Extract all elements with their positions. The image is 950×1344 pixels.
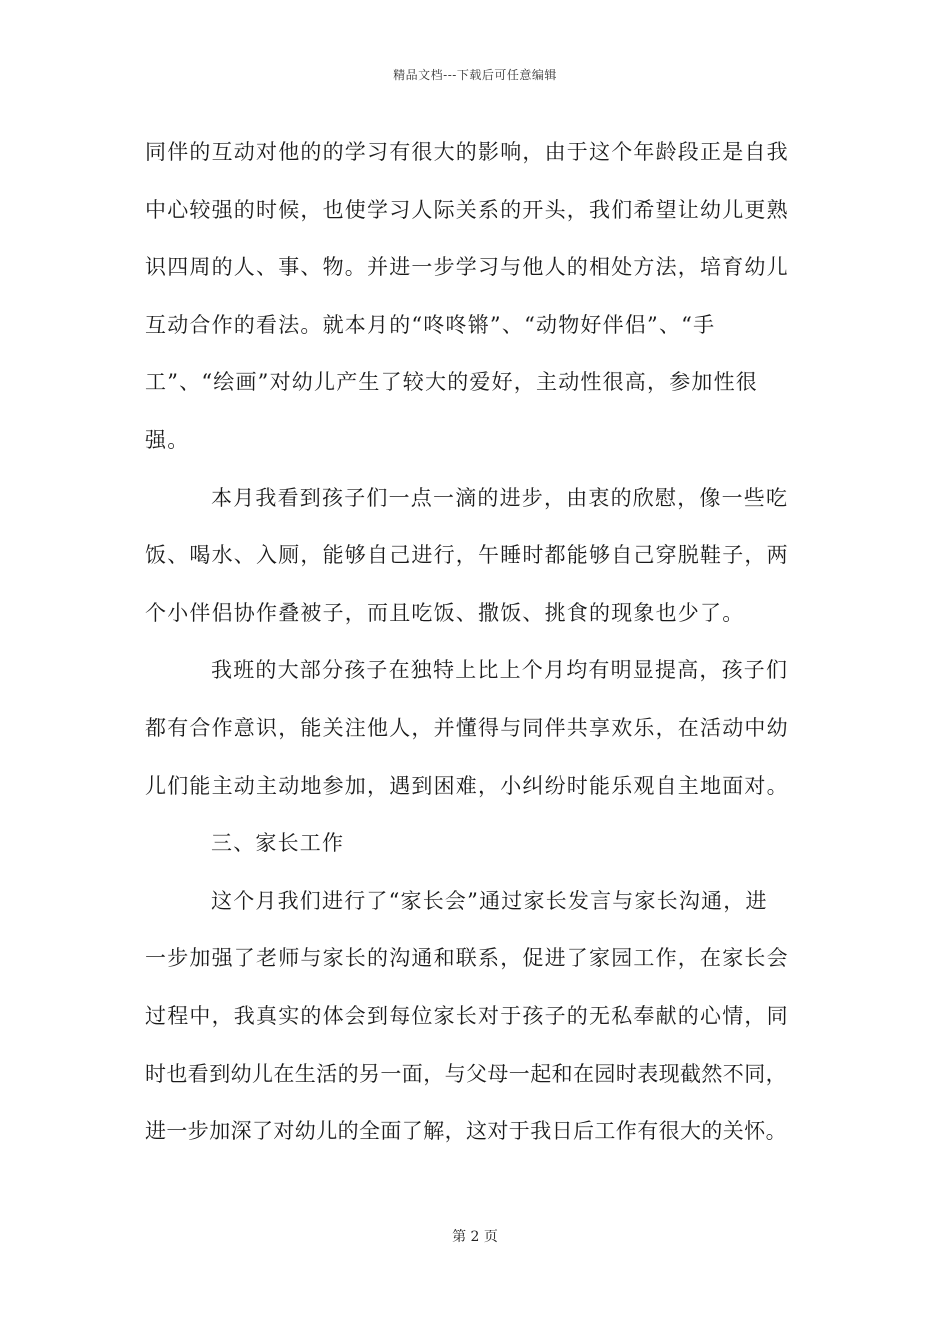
document-body <box>145 132 813 1169</box>
text-line: 互动合作的看法。就本月的“咚咚锵”、“动物好伴侣”、“手 <box>145 312 716 337</box>
page-number: 第 2 页 <box>452 1229 498 1245</box>
text-line: 进一步加深了对幼儿的全面了解，这对于我日后工作有很大的关怀。 <box>145 1119 787 1144</box>
text-line: 强。 <box>145 427 190 452</box>
text-line: 过程中，我真实的体会到每位家长对于孩子的无私奉献的心情，同 <box>145 1003 789 1028</box>
text-line: 都有合作意识，能关注他人，并懂得与同伴共享欢乐，在活动中幼 <box>145 715 789 740</box>
page-header: 精品文档---下载后可任意编辑 <box>393 68 557 82</box>
text-line: 工”、“绘画”对幼儿产生了较大的爱好，主动性很高，参加性很 <box>145 370 759 395</box>
text-line: 儿们能主动主动地参加，遇到困难，小纠纷时能乐观自主地面对。 <box>145 773 789 798</box>
text-line: 同伴的互动对他的的学习有很大的影响，由于这个年龄段正是自我 <box>145 140 789 164</box>
section-heading: 三、家长工作 <box>211 831 345 856</box>
text-line: 饭、喝水、入厕，能够自己进行，午睡时都能够自己穿脱鞋子，两 <box>145 543 789 568</box>
text-line: 我班的大部分孩子在独特上比上个月均有明显提高，孩子们 <box>211 658 789 683</box>
text-line: 一步加强了老师与家长的沟通和联系，促进了家园工作，在家长会 <box>145 946 789 971</box>
text-line: 这个月我们进行了“家长会”通过家长发言与家长沟通，进 <box>211 888 768 913</box>
text-line: 个小伴侣协作叠被子，而且吃饭、撒饭、挑食的现象也少了。 <box>145 600 745 625</box>
text-line: 识四周的人、事、物。并进一步学习与他人的相处方法，培育幼儿 <box>145 255 789 280</box>
text-line: 中心较强的时候，也使学习人际关系的开头，我们希望让幼儿更熟 <box>145 197 789 222</box>
text-line: 时也看到幼儿在生活的另一面，与父母一起和在园时表现截然不同， <box>145 1061 787 1086</box>
text-line: 本月我看到孩子们一点一滴的进步，由衷的欣慰，像一些吃 <box>211 485 789 510</box>
